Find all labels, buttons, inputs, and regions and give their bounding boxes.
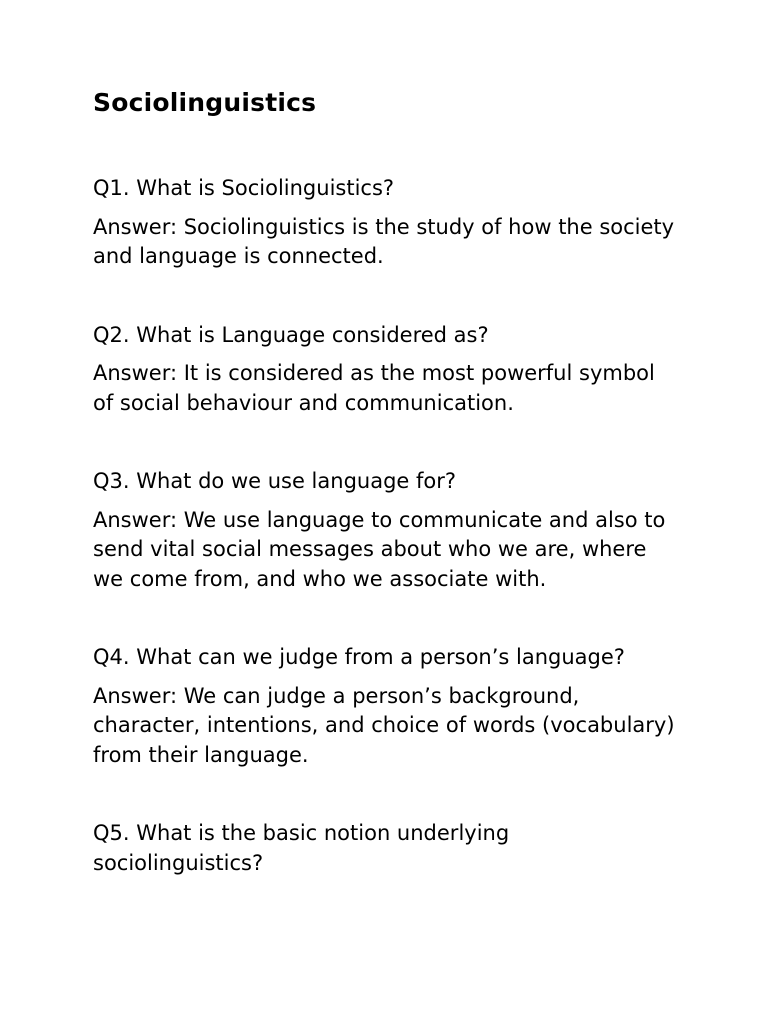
answer-4: Answer: We can judge a person’s background, character, intentions, and choice of words (vocabulary) from their language. [93, 683, 675, 767]
page-title: Sociolinguistics [93, 88, 317, 117]
answer-1: Answer: Sociolinguistics is the study of how the society and language is connected. [93, 214, 675, 268]
answer-2: Answer: It is considered as the most powerful symbol of social behaviour and communication. [93, 361, 655, 415]
question-5: Q5. What is the basic notion underlying sociolinguistics? [93, 821, 510, 875]
qa-item-1 [93, 174, 675, 272]
answer-3: Answer: We use language to communicate and also to send vital social messages about who we are, where we come from, and who we associate with. [93, 507, 666, 591]
question-3: Q3. What do we use language for? [93, 469, 457, 493]
qa-item-4 [93, 643, 675, 770]
question-1: Q1. What is Sociolinguistics? [93, 176, 395, 200]
question-4: Q4. What can we judge from a person’s language? [93, 645, 625, 669]
qa-item-3 [93, 467, 675, 594]
question-2: Q2. What is Language considered as? [93, 322, 489, 347]
qa-item-5 [93, 819, 675, 878]
qa-item-2 [93, 321, 675, 419]
